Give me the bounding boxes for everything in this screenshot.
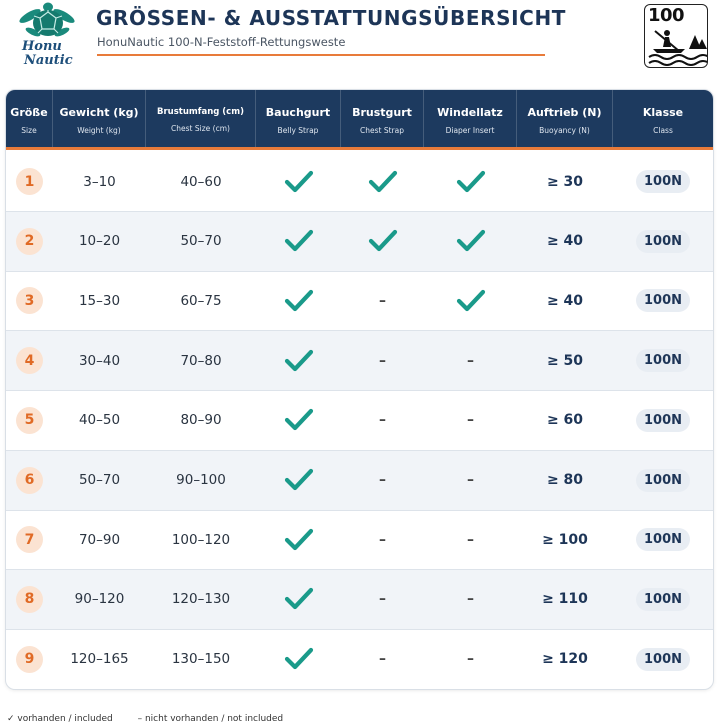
cell-class bbox=[613, 152, 713, 211]
cell-chest-strap bbox=[341, 271, 424, 330]
check-icon bbox=[284, 586, 314, 612]
cell-size bbox=[6, 331, 53, 390]
class-pill: 100N bbox=[636, 528, 690, 551]
header-sublabel: Diaper Insert bbox=[445, 126, 495, 135]
class-pill: 100N bbox=[636, 170, 690, 193]
size-badge: 9 bbox=[16, 646, 43, 673]
table-row bbox=[6, 271, 713, 331]
cell-size bbox=[6, 152, 53, 211]
header-label: Gewicht (kg) bbox=[59, 106, 139, 119]
cell-chest-strap bbox=[341, 212, 424, 271]
cell-chest-strap bbox=[341, 630, 424, 689]
not-included-dash: – bbox=[467, 472, 474, 488]
cell-diaper-insert bbox=[424, 212, 517, 271]
cell-belly-strap bbox=[256, 152, 341, 211]
cell-belly-strap bbox=[256, 630, 341, 689]
not-included-dash: – bbox=[379, 412, 386, 429]
header-sublabel: Size bbox=[21, 126, 37, 135]
check-icon bbox=[456, 169, 486, 195]
class-pill: 100N bbox=[636, 289, 690, 312]
check-icon bbox=[284, 169, 314, 195]
header-sublabel: Buoyancy (N) bbox=[539, 126, 590, 135]
header-sublabel: Belly Strap bbox=[277, 126, 319, 135]
class-pill: 100N bbox=[636, 409, 690, 432]
check-icon bbox=[284, 228, 314, 254]
table-row bbox=[6, 212, 713, 272]
check-icon bbox=[284, 288, 314, 314]
cell-chest-size bbox=[146, 630, 256, 689]
header-buoyancy bbox=[517, 90, 613, 147]
weight-value: 50–70 bbox=[78, 472, 121, 488]
cell-buoyancy bbox=[517, 451, 613, 510]
cell-class bbox=[613, 271, 713, 330]
size-badge: 4 bbox=[16, 347, 43, 374]
legend bbox=[7, 714, 283, 724]
header-label: Größe bbox=[10, 106, 48, 119]
cell-buoyancy bbox=[517, 570, 613, 629]
header-diaper-insert bbox=[424, 90, 517, 147]
certification-value: 100 bbox=[648, 5, 685, 26]
not-included-dash: – bbox=[379, 531, 386, 548]
check-icon bbox=[284, 348, 314, 374]
check-icon bbox=[284, 407, 314, 433]
brand-wordmark bbox=[22, 40, 92, 68]
page-title: GRÖSSEN- & AUSSTATTUNGSÜBERSICHT bbox=[96, 6, 567, 30]
chest-size-value: 130–150 bbox=[171, 651, 231, 668]
not-included-dash: – bbox=[467, 412, 474, 429]
not-included-dash: – bbox=[379, 651, 386, 668]
cell-weight bbox=[53, 271, 146, 330]
buoyancy-value: ≥ 30 bbox=[546, 173, 584, 190]
chest-size-value: 50–70 bbox=[180, 233, 222, 250]
cell-diaper-insert bbox=[424, 271, 517, 330]
weight-value: 70–90 bbox=[78, 531, 121, 548]
buoyancy-value: ≥ 40 bbox=[546, 233, 584, 250]
table-header bbox=[6, 90, 713, 150]
weight-value: 15–30 bbox=[78, 292, 121, 309]
cell-weight bbox=[53, 331, 146, 390]
header-sublabel: Weight (kg) bbox=[77, 126, 121, 135]
cell-weight bbox=[53, 391, 146, 450]
table-row bbox=[6, 570, 713, 630]
class-pill: 100N bbox=[636, 648, 690, 671]
weight-value: 40–50 bbox=[78, 412, 121, 429]
not-included-dash: – bbox=[467, 651, 474, 668]
check-icon bbox=[456, 228, 486, 254]
weight-value: 120–165 bbox=[70, 651, 129, 668]
cell-belly-strap bbox=[256, 570, 341, 629]
buoyancy-value: ≥ 60 bbox=[546, 412, 584, 429]
header-chest-strap bbox=[341, 90, 424, 147]
cell-belly-strap bbox=[256, 510, 341, 569]
turtle-icon bbox=[8, 2, 90, 42]
not-included-dash: – bbox=[379, 591, 386, 608]
cell-buoyancy bbox=[517, 152, 613, 211]
chest-size-value: 120–130 bbox=[171, 591, 231, 608]
cell-buoyancy bbox=[517, 630, 613, 689]
buoyancy-value: ≥ 120 bbox=[542, 651, 588, 668]
header-sublabel: Chest Strap bbox=[360, 126, 404, 135]
chest-size-value: 70–80 bbox=[180, 352, 222, 369]
header-label: Brustgurt bbox=[352, 106, 412, 119]
weight-value: 30–40 bbox=[78, 352, 121, 369]
header-belly-strap bbox=[256, 90, 341, 147]
not-included-dash: – bbox=[379, 472, 386, 488]
class-pill: 100N bbox=[636, 349, 690, 372]
cell-diaper-insert bbox=[424, 630, 517, 689]
cell-chest-strap bbox=[341, 510, 424, 569]
brand-name-line2: Nautic bbox=[24, 53, 73, 68]
cell-chest-size bbox=[146, 331, 256, 390]
class-pill: 100N bbox=[636, 230, 690, 253]
size-badge: 1 bbox=[16, 168, 43, 195]
cell-size bbox=[6, 510, 53, 569]
cell-buoyancy bbox=[517, 391, 613, 450]
cell-buoyancy bbox=[517, 271, 613, 330]
table-row bbox=[6, 510, 713, 570]
chest-size-value: 90–100 bbox=[176, 472, 226, 488]
size-badge: 5 bbox=[16, 407, 43, 434]
title-underline bbox=[97, 54, 545, 56]
header-sublabel: Class bbox=[653, 126, 673, 135]
cell-chest-strap bbox=[341, 570, 424, 629]
cell-diaper-insert bbox=[424, 331, 517, 390]
brand-name-line1: Honu bbox=[22, 39, 62, 54]
buoyancy-value: ≥ 110 bbox=[542, 591, 588, 608]
cell-weight bbox=[53, 152, 146, 211]
chest-size-value: 80–90 bbox=[180, 412, 222, 429]
cell-size bbox=[6, 212, 53, 271]
header-sublabel: Chest Size (cm) bbox=[171, 124, 230, 133]
chest-size-value: 40–60 bbox=[180, 173, 222, 190]
cell-chest-size bbox=[146, 570, 256, 629]
brand-logo bbox=[8, 2, 90, 72]
table-row bbox=[6, 630, 713, 689]
header-chest-size bbox=[146, 90, 256, 147]
cell-weight bbox=[53, 510, 146, 569]
certification-badge bbox=[644, 4, 708, 68]
class-pill: 100N bbox=[636, 469, 690, 492]
cell-class bbox=[613, 391, 713, 450]
cell-belly-strap bbox=[256, 391, 341, 450]
cell-class bbox=[613, 510, 713, 569]
size-badge: 3 bbox=[16, 287, 43, 314]
cell-chest-size bbox=[146, 271, 256, 330]
cell-chest-strap bbox=[341, 451, 424, 510]
buoyancy-value: ≥ 80 bbox=[546, 472, 584, 488]
not-included-dash: – bbox=[467, 352, 474, 369]
cell-diaper-insert bbox=[424, 570, 517, 629]
header-label: Bauchgurt bbox=[265, 106, 331, 119]
buoyancy-value: ≥ 40 bbox=[546, 292, 584, 309]
cell-class bbox=[613, 451, 713, 510]
cell-class bbox=[613, 630, 713, 689]
table-row bbox=[6, 152, 713, 212]
weight-value: 10–20 bbox=[78, 233, 121, 250]
cell-diaper-insert bbox=[424, 451, 517, 510]
buoyancy-value: ≥ 100 bbox=[542, 531, 588, 548]
cell-belly-strap bbox=[256, 271, 341, 330]
cell-class bbox=[613, 212, 713, 271]
weight-value: 90–120 bbox=[74, 591, 125, 608]
cell-diaper-insert bbox=[424, 152, 517, 211]
size-badge: 6 bbox=[16, 467, 43, 494]
cell-size bbox=[6, 570, 53, 629]
size-badge: 2 bbox=[16, 228, 43, 255]
header-label: Auftrieb (N) bbox=[527, 106, 602, 119]
not-included-dash: – bbox=[467, 591, 474, 608]
legend-not-included: – nicht vorhanden / not included bbox=[137, 714, 284, 724]
table-row bbox=[6, 331, 713, 391]
header-weight bbox=[53, 90, 146, 147]
cell-chest-size bbox=[146, 510, 256, 569]
class-pill: 100N bbox=[636, 588, 690, 611]
size-badge: 8 bbox=[16, 586, 43, 613]
cell-chest-strap bbox=[341, 391, 424, 450]
header-label: Klasse bbox=[642, 106, 684, 119]
check-icon bbox=[284, 527, 314, 553]
cell-belly-strap bbox=[256, 331, 341, 390]
header-label: Brustumfang (cm) bbox=[157, 107, 244, 117]
size-table bbox=[6, 90, 713, 689]
weight-value: 3–10 bbox=[83, 173, 116, 190]
cell-chest-size bbox=[146, 391, 256, 450]
cell-size bbox=[6, 391, 53, 450]
cell-diaper-insert bbox=[424, 391, 517, 450]
cell-size bbox=[6, 630, 53, 689]
cell-buoyancy bbox=[517, 510, 613, 569]
size-badge: 7 bbox=[16, 526, 43, 553]
cell-chest-strap bbox=[341, 152, 424, 211]
cell-weight bbox=[53, 212, 146, 271]
cell-size bbox=[6, 451, 53, 510]
chest-size-value: 60–75 bbox=[180, 292, 222, 309]
check-icon bbox=[368, 228, 398, 254]
cell-chest-size bbox=[146, 212, 256, 271]
cell-chest-size bbox=[146, 451, 256, 510]
not-included-dash: – bbox=[379, 352, 386, 369]
table-row bbox=[6, 451, 713, 511]
not-included-dash: – bbox=[467, 531, 474, 548]
not-included-dash: – bbox=[379, 292, 386, 309]
header-size bbox=[6, 90, 53, 147]
cell-class bbox=[613, 331, 713, 390]
check-icon bbox=[284, 646, 314, 672]
header-label: Windellatz bbox=[437, 106, 503, 119]
cell-weight bbox=[53, 630, 146, 689]
check-icon bbox=[284, 467, 314, 493]
buoyancy-value: ≥ 50 bbox=[546, 352, 584, 369]
cell-chest-size bbox=[146, 152, 256, 211]
chest-size-value: 100–120 bbox=[171, 531, 231, 548]
table-row bbox=[6, 391, 713, 451]
header-class bbox=[613, 90, 713, 147]
cell-class bbox=[613, 570, 713, 629]
cell-weight bbox=[53, 570, 146, 629]
cell-belly-strap bbox=[256, 212, 341, 271]
cell-weight bbox=[53, 451, 146, 510]
cell-size bbox=[6, 271, 53, 330]
cell-belly-strap bbox=[256, 451, 341, 510]
cell-diaper-insert bbox=[424, 510, 517, 569]
cell-buoyancy bbox=[517, 331, 613, 390]
page-subtitle: HonuNautic 100-N-Feststoff-Rettungsweste bbox=[97, 35, 346, 49]
check-icon bbox=[456, 288, 486, 314]
legend-included: ✓ vorhanden / included bbox=[7, 714, 113, 724]
cell-buoyancy bbox=[517, 212, 613, 271]
cell-chest-strap bbox=[341, 331, 424, 390]
check-icon bbox=[368, 169, 398, 195]
